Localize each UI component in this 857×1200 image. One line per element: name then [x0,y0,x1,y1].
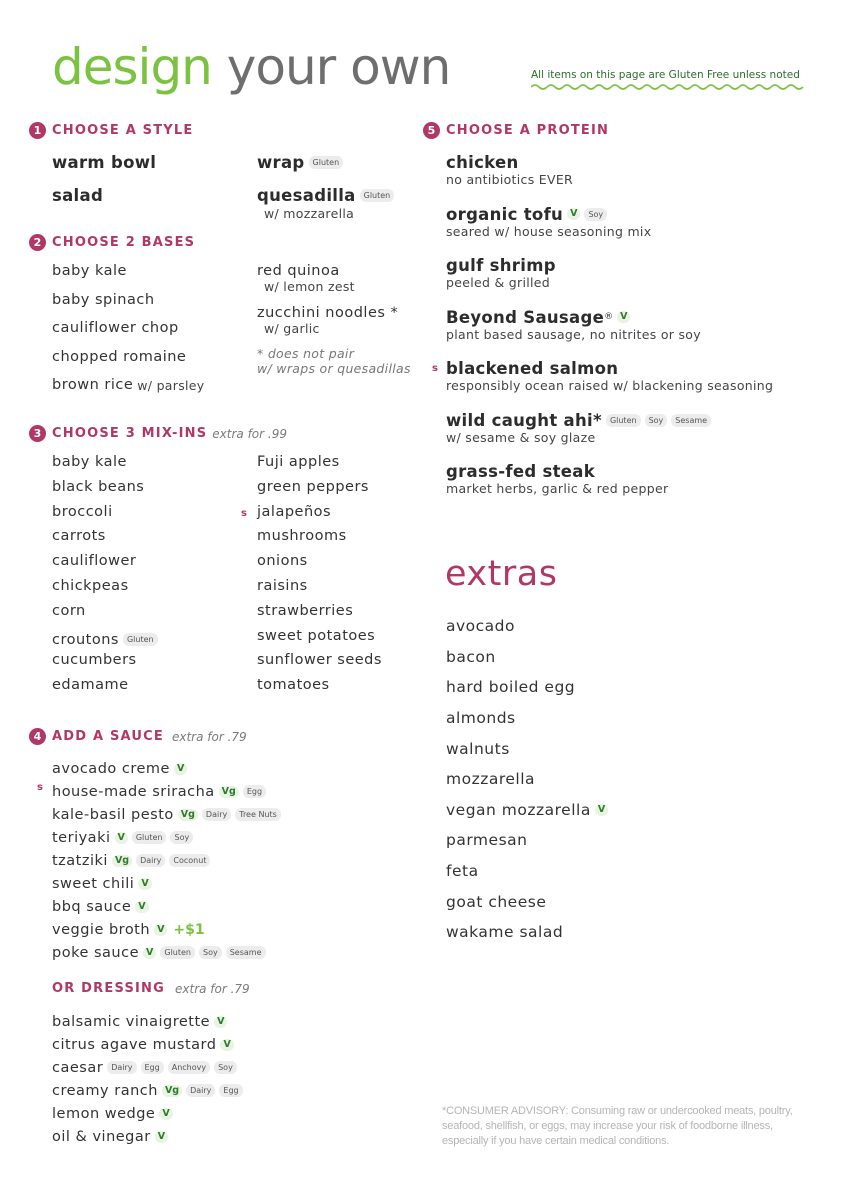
mixin-item[interactable]: mushrooms [257,528,347,545]
allergen-tag: Coconut [169,854,210,867]
protein-name: chicken [446,153,519,172]
mixin-item[interactable]: broccoli [52,503,113,520]
allergen-tag: Dairy [136,854,165,867]
menu-item[interactable] [52,918,281,941]
step-number: 2 [29,234,46,251]
base-item[interactable]: baby spinach [52,291,155,308]
menu-item-label: feta [446,862,479,881]
step-label: CHOOSE A PROTEIN [446,123,610,138]
style-options-left [52,153,156,205]
mixin-item[interactable]: onions [257,553,308,570]
protein-list [446,153,773,514]
vegan-badge: V [135,901,148,913]
allergen-tag: Dairy [202,808,231,821]
allergen-tag: Soy [584,208,607,221]
pairing-note: * does not pair [257,346,355,361]
menu-item-label: wakame salad [446,923,564,942]
menu-item-label: creamy ranch [52,1082,158,1099]
menu-item-label: bacon [446,647,496,666]
menu-item[interactable] [52,1102,243,1125]
base-item[interactable]: chopped romaine [52,348,187,365]
menu-item-label: veggie broth [52,921,151,938]
mixin-item[interactable]: raisins [257,577,308,594]
style-wrap-label: wrap [257,153,305,172]
allergen-tag: Soy [645,414,668,427]
menu-item[interactable] [446,672,608,703]
vegan-badge: Vg [219,786,239,798]
menu-item-label: balsamic vinaigrette [52,1013,211,1030]
vegan-badge: V [567,208,580,220]
mixins-left-list [52,454,158,702]
menu-item[interactable] [446,611,608,642]
mixin-item[interactable]: cauliflower [52,553,137,570]
spicy-icon: s [37,782,43,793]
allergen-tag: Sesame [226,946,266,959]
spicy-icon: s [432,363,438,374]
menu-item[interactable] [52,757,281,780]
step-label: CHOOSE 3 MIX-INS [52,426,208,441]
menu-item[interactable] [52,803,281,826]
protein-name-row [446,359,773,378]
step-number: 1 [29,122,46,139]
mixin-item[interactable]: Fuji apples [257,454,340,470]
menu-item-label: poke sauce [52,944,140,961]
mixin-item[interactable]: tomatoes [257,677,330,694]
style-quesadilla-label: quesadilla [257,186,356,205]
vegan-badge: V [174,763,187,775]
style-options-right [257,153,394,221]
menu-item-label: avocado creme [52,760,170,777]
step-label: OR DRESSING [52,981,165,996]
menu-item-label: teriyaki [52,829,111,846]
mixin-item[interactable]: jalapeños [257,503,332,520]
step-label: CHOOSE A STYLE [52,123,194,138]
menu-item-label: bbq sauce [52,898,132,915]
style-wrap[interactable] [257,153,394,172]
dressing-list [52,1010,243,1148]
menu-item-label: tzatziki [52,852,108,869]
title-your-own: your own [226,38,451,96]
protein-name-row [446,411,773,430]
protein-item[interactable] [446,308,773,360]
mixin-item-croutons[interactable] [52,628,158,653]
protein-item[interactable] [446,256,773,308]
protein-name-row [446,308,773,327]
menu-item-label: almonds [446,709,516,728]
protein-name: blackened salmon [446,359,619,378]
allergen-tag: Gluten [160,946,195,959]
vegan-badge: V [220,1039,233,1051]
allergen-tag: Tree Nuts [235,808,281,821]
menu-item[interactable] [446,642,608,673]
menu-item-label: oil & vinegar [52,1128,151,1145]
protein-item[interactable] [446,359,773,411]
menu-item[interactable] [52,941,281,964]
protein-item[interactable] [446,411,773,463]
quesadilla-sub: w/ mozzarella [264,206,355,221]
mixin-item[interactable]: strawberries [257,602,354,619]
spicy-icon: s [241,508,247,519]
extras-title: extras [445,554,558,594]
title-design: design [52,38,212,96]
allergen-tag: Sesame [671,414,711,427]
protein-item[interactable] [446,205,773,257]
protein-description: plant based sausage, no nitrites or soy [446,326,701,342]
step-choose-mixins [29,425,287,442]
mixin-item[interactable]: edamame [52,677,129,694]
mixin-item[interactable]: cucumbers [52,652,137,669]
consumer-advisory: *CONSUMER ADVISORY: Consuming raw or undercooked meats, poultry, seafood, shellfish, or eggs, may increase your risk of foodborne illness, especially if you have certain medical conditions. [442,1105,793,1147]
mixins-right-list [257,454,382,702]
menu-item[interactable] [52,1056,243,1079]
vegan-badge: Vg [162,1085,182,1097]
registered-mark: ® [604,312,614,322]
menu-item[interactable] [446,917,608,948]
allergen-tag: Gluten [132,831,167,844]
style-warm-bowl[interactable]: warm bowl [52,153,157,172]
step-label: ADD A SAUCE [52,729,164,744]
menu-item[interactable] [446,733,608,764]
base-item-sub: w/ garlic [264,321,320,336]
vegan-badge: V [214,1016,227,1028]
menu-item-label: parmesan [446,831,528,850]
bases-left-list [52,263,204,393]
step-number: 4 [29,728,46,745]
allergen-tag: Egg [141,1061,164,1074]
menu-item-label: hard boiled egg [446,678,576,697]
protein-name: gulf shrimp [446,256,556,275]
protein-name: organic tofu [446,204,564,224]
allergen-tag: Egg [219,1084,242,1097]
base-item-brown-rice[interactable] [52,377,204,393]
allergen-tag: Gluten [606,414,641,427]
protein-name-row [446,205,773,224]
menu-item[interactable] [446,795,608,826]
base-item-label: brown rice [52,377,134,393]
protein-name-row [446,153,773,172]
mixin-item[interactable]: carrots [52,528,106,545]
step-extra-price: extra for .99 [212,426,287,441]
allergen-tag: Soy [214,1061,237,1074]
menu-item-label: vegan mozzarella [446,800,591,819]
menu-item[interactable] [52,1010,243,1033]
menu-item-label: avocado [446,617,515,636]
menu-item-label: walnuts [446,739,510,758]
menu-item[interactable] [52,1125,243,1148]
step-choose-protein [423,122,609,139]
allergen-tag: Soy [170,831,193,844]
step-add-sauce [29,728,247,745]
mixin-item[interactable]: chickpeas [52,577,129,594]
vegan-badge: V [617,311,630,323]
protein-description: seared w/ house seasoning mix [446,223,652,239]
mixin-item[interactable]: sweet potatoes [257,627,376,644]
mixin-item[interactable]: green peppers [257,478,369,495]
step-number: 3 [29,425,46,442]
style-salad[interactable]: salad [52,186,104,205]
step-choose-style [29,122,194,139]
menu-item-label: lemon wedge [52,1105,156,1122]
protein-name: Beyond Sausage [446,307,605,327]
menu-item[interactable] [446,856,608,887]
vegan-badge: Vg [112,855,132,867]
mixin-item[interactable]: black beans [52,478,145,495]
step-extra-price: extra for .79 [175,981,250,996]
sauce-list [52,757,281,964]
menu-item[interactable] [52,1079,243,1102]
vegan-badge: V [143,947,156,959]
vegan-badge: V [138,878,151,890]
base-item-sub: w/ parsley [137,377,205,393]
protein-description: peeled & grilled [446,275,551,290]
menu-item-label: sweet chili [52,875,135,892]
step-label: CHOOSE 2 BASES [52,235,196,250]
menu-item[interactable] [52,849,281,872]
allergen-tag: Gluten [360,189,395,202]
protein-item[interactable] [446,462,773,514]
mixin-item[interactable]: baby kale [52,454,127,470]
menu-item[interactable] [52,1033,243,1056]
mixin-item[interactable]: sunflower seeds [257,652,382,669]
page-title [52,38,451,96]
allergen-tag: Egg [243,785,266,798]
allergen-tag: Anchovy [168,1061,210,1074]
menu-item[interactable] [52,780,281,803]
vegan-badge: V [154,924,167,936]
vegan-badge: V [155,1131,168,1143]
protein-description: no antibiotics EVER [446,172,574,187]
protein-name: wild caught ahi* [446,410,602,430]
protein-description: responsibly ocean raised w/ blackening seasoning [446,378,774,393]
allergen-tag: Soy [199,946,222,959]
menu-item-label: kale-basil pesto [52,806,174,823]
allergen-tag: Gluten [309,156,344,169]
menu-item[interactable] [52,895,281,918]
vegan-badge: V [159,1108,172,1120]
pairing-note: w/ wraps or quesadillas [257,361,411,376]
protein-description: w/ sesame & soy glaze [446,429,596,445]
step-or-dressing [52,981,250,996]
menu-item[interactable] [446,703,608,734]
menu-item-label: citrus agave mustard [52,1036,217,1053]
extras-list [446,611,608,948]
protein-item[interactable] [446,153,773,205]
upcharge-price: +$1 [173,921,205,938]
base-item[interactable]: baby kale [52,263,127,279]
allergen-tag: Dairy [107,1061,136,1074]
menu-item[interactable] [52,872,281,895]
vegan-badge: Vg [178,809,198,821]
menu-item[interactable] [446,886,608,917]
protein-name: grass-fed steak [446,462,596,481]
vegan-badge: V [115,832,128,844]
base-item-zucchini[interactable]: zucchini noodles * [257,305,399,321]
menu-item[interactable] [446,764,608,795]
menu-item-label: house-made sriracha [52,783,215,800]
allergen-tag: Dairy [186,1084,215,1097]
step-number: 5 [423,122,440,139]
menu-item-label: mozzarella [446,770,536,789]
mixin-item[interactable]: corn [52,602,86,619]
base-item-quinoa[interactable]: red quinoa [257,263,340,279]
style-quesadilla[interactable] [257,186,394,205]
base-item-sub: w/ lemon zest [264,279,355,294]
bases-right-list [257,263,411,376]
vegan-badge: V [595,804,608,816]
menu-item[interactable] [446,825,608,856]
protein-name-row [446,256,773,275]
base-item[interactable]: cauliflower chop [52,320,179,336]
menu-item-label: goat cheese [446,892,547,911]
protein-description: market herbs, garlic & red pepper [446,481,669,496]
step-extra-price: extra for .79 [171,729,247,744]
menu-item-label: caesar [52,1059,104,1076]
gluten-free-note: All items on this page are Gluten Free unless noted [531,69,800,81]
allergen-tag: Gluten [123,633,158,646]
protein-name-row [446,462,773,481]
menu-item[interactable] [52,826,281,849]
mixin-item-label: croutons [52,631,119,648]
step-choose-bases [29,234,195,251]
wavy-underline [531,82,805,92]
